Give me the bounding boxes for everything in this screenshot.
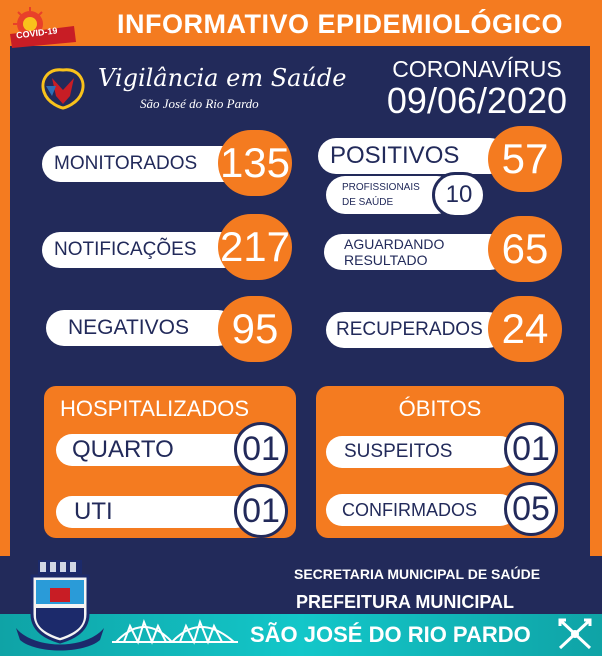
- stat-label: MONITORADOS: [54, 153, 198, 174]
- header: [0, 0, 602, 46]
- stat-label: RECUPERADOS: [336, 319, 483, 340]
- stat-label: NEGATIVOS: [68, 316, 189, 339]
- row-quarto: [56, 434, 252, 466]
- row-label: UTI: [74, 498, 113, 525]
- stat-notificacoes: [42, 232, 242, 268]
- stat-label-line2: DE SAÚDE: [342, 197, 394, 208]
- logo-subtitle: São José do Rio Pardo: [140, 96, 259, 111]
- stat-aguardando: [324, 234, 508, 270]
- box-title: HOSPITALIZADOS: [60, 396, 250, 421]
- row-label: SUSPEITOS: [344, 441, 453, 462]
- box-title: ÓBITOS: [398, 396, 482, 421]
- stat-recuperados: [326, 312, 506, 348]
- stat-value: 24: [488, 296, 562, 362]
- city-coat-of-arms-icon: [14, 558, 106, 654]
- footer-secretaria: SECRETARIA MUNICIPAL DE SAÚDE: [294, 566, 541, 582]
- stat-label-line1: AGUARDANDO: [344, 236, 445, 252]
- stat-positivos: [318, 138, 508, 174]
- municipal-crest-icon: [556, 616, 594, 652]
- footer-city: SÃO JOSÉ DO RIO PARDO: [250, 622, 531, 647]
- covid-badge-label: COVID-19: [15, 25, 58, 41]
- stat-value: 135: [218, 130, 292, 196]
- row-uti: [56, 496, 252, 528]
- stat-value: 95: [218, 296, 292, 362]
- stat-value: 65: [488, 216, 562, 282]
- stat-negativos: [46, 310, 236, 346]
- stat-label-line1: PROFISSIONAIS: [342, 182, 420, 193]
- row-value: 05: [504, 482, 558, 536]
- stat-monitorados: [42, 146, 242, 182]
- stat-value: 57: [488, 126, 562, 192]
- footer-prefeitura: PREFEITURA MUNICIPAL: [296, 592, 514, 612]
- stat-value: 10: [432, 172, 486, 218]
- logo-title: Vigilância em Saúde: [98, 64, 347, 92]
- row-value: 01: [234, 484, 288, 538]
- stat-label-line2: RESULTADO: [344, 252, 428, 268]
- report-date: 09/06/2020: [386, 80, 568, 121]
- row-value: 01: [504, 422, 558, 476]
- stat-label: NOTIFICAÇÕES: [54, 239, 197, 260]
- row-confirmados: [326, 494, 516, 526]
- vigilancia-logo-icon: [38, 66, 88, 110]
- row-label: CONFIRMADOS: [342, 499, 477, 520]
- stat-value: 217: [218, 214, 292, 280]
- report-topic: CORONAVÍRUS: [392, 56, 562, 82]
- stat-label: POSITIVOS: [330, 142, 460, 169]
- row-value: 01: [234, 422, 288, 476]
- row-label: QUARTO: [72, 436, 174, 463]
- page-title: INFORMATIVO EPIDEMIOLÓGICO: [116, 9, 563, 39]
- row-suspeitos: [326, 436, 516, 468]
- bridge-icon: [110, 608, 240, 648]
